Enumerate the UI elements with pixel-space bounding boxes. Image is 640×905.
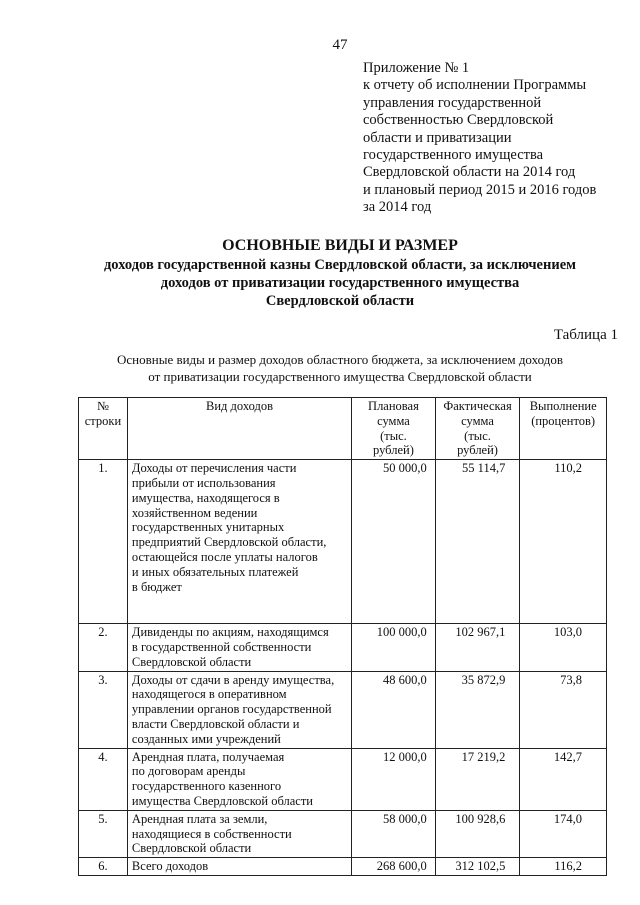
cell-row-number: 1.	[79, 460, 128, 624]
appendix-line: Приложение № 1	[363, 60, 470, 76]
cell-actual-amount	[435, 460, 520, 624]
header-line: (тыс.	[380, 428, 407, 443]
kind-line: Доходы от перечисления части	[131, 461, 297, 476]
actual-value: 102 967,1	[455, 625, 506, 640]
table-row-total	[79, 858, 607, 876]
income-table	[78, 397, 607, 876]
header-line: Вид доходов	[206, 399, 274, 413]
header-performance	[520, 398, 607, 460]
kind-line: управлении органов государственной	[131, 702, 332, 717]
cell-performance	[520, 858, 607, 876]
performance-value: 103,0	[553, 625, 582, 640]
kind-line: остающейся после уплаты налогов	[131, 549, 318, 564]
kind-line: Свердловской области	[131, 841, 252, 856]
performance-value: 110,2	[554, 461, 582, 476]
planned-value: 50 000,0	[382, 461, 427, 476]
cell-performance	[520, 624, 607, 671]
table-caption	[0, 351, 640, 385]
kind-line: находящегося в оперативном	[131, 687, 287, 702]
title-line: Свердловской области	[265, 293, 415, 309]
header-line: рублей)	[373, 443, 414, 458]
actual-value: 35 872,9	[461, 672, 506, 687]
header-line: (тыс.	[464, 428, 491, 443]
caption-line: от приватизации государственного имущества Свердловской области	[148, 369, 532, 384]
cell-row-number: 2.	[79, 624, 128, 671]
kind-line: находящиеся в собственности	[131, 826, 292, 841]
table-label: Таблица 1	[553, 327, 618, 343]
document-title	[0, 236, 640, 310]
header-line: рублей)	[457, 443, 498, 458]
planned-value: 48 600,0	[382, 672, 427, 687]
kind-line: власти Свердловской области и	[131, 716, 300, 731]
header-planned-amount	[352, 398, 436, 460]
kind-line: Дивиденды по акциям, находящимся	[131, 625, 329, 640]
table-row	[79, 671, 607, 748]
actual-value: 55 114,7	[462, 461, 506, 476]
table-row	[79, 748, 607, 810]
cell-income-kind	[127, 624, 351, 671]
actual-value: 312 102,5	[455, 859, 506, 874]
kind-line: предприятий Свердловской области,	[131, 535, 327, 550]
kind-line: прибыли от использования	[131, 475, 276, 490]
appendix-line: к отчету об исполнении Программы	[363, 77, 587, 94]
kind-line: государственных унитарных	[131, 520, 285, 535]
cell-planned-amount	[352, 810, 436, 857]
planned-value: 12 000,0	[382, 749, 427, 764]
kind-line: по договорам аренды	[131, 764, 246, 779]
cell-planned-amount	[352, 624, 436, 671]
actual-value: 17 219,2	[461, 749, 506, 764]
title-line: доходов государственной казны Свердловской области, за исключением	[103, 257, 577, 273]
header-line: (процентов)	[531, 413, 596, 428]
header-row-number	[79, 398, 128, 460]
appendix-line: и плановый период 2015 и 2016 годов	[363, 181, 597, 198]
cell-performance	[520, 810, 607, 857]
appendix-line: собственностью Свердловской	[363, 112, 554, 129]
caption-line: Основные виды и размер доходов областного бюджета, за исключением доходов	[117, 352, 563, 367]
header-line: сумма	[377, 413, 410, 428]
actual-value: 100 928,6	[455, 811, 506, 826]
page-number: 47	[332, 37, 348, 53]
appendix-line: области и приватизации	[363, 129, 512, 146]
cell-planned-amount	[352, 460, 436, 624]
kind-line: Арендная плата, получаемая	[131, 749, 285, 764]
header-line: Плановая	[368, 399, 419, 413]
cell-actual-amount	[435, 748, 520, 810]
cell-performance	[520, 748, 607, 810]
appendix-line: государственного имущества	[363, 147, 544, 164]
cell-actual-amount	[435, 624, 520, 671]
kind-line: государственного казенного	[131, 779, 282, 794]
cell-planned-amount	[352, 858, 436, 876]
kind-line: в государственной собственности	[131, 639, 312, 654]
cell-row-number: 4.	[79, 748, 128, 810]
cell-income-kind	[127, 671, 351, 748]
kind-line: хозяйственном ведении	[131, 505, 258, 520]
performance-value: 174,0	[553, 811, 582, 826]
cell-performance	[520, 671, 607, 748]
cell-performance	[520, 460, 607, 624]
header-line: строки	[84, 413, 122, 428]
cell-actual-amount	[435, 810, 520, 857]
planned-value: 58 000,0	[382, 811, 427, 826]
kind-line: Доходы от сдачи в аренду имущества,	[131, 672, 335, 687]
table-row	[79, 460, 607, 624]
title-line: ОСНОВНЫЕ ВИДЫ И РАЗМЕР	[222, 237, 458, 254]
appendix-line: за 2014 год	[363, 199, 432, 216]
performance-value: 142,7	[553, 749, 582, 764]
kind-line: и иных обязательных платежей	[131, 564, 299, 579]
kind-line: в бюджет	[131, 579, 182, 594]
header-actual-amount	[435, 398, 520, 460]
planned-value: 268 600,0	[376, 859, 427, 874]
appendix-line: управления государственной	[363, 94, 542, 111]
header-line: сумма	[461, 413, 494, 428]
header-line: Выполнение	[529, 399, 597, 413]
kind-line: Всего доходов	[131, 859, 209, 874]
cell-actual-amount	[435, 671, 520, 748]
cell-planned-amount	[352, 671, 436, 748]
kind-line: имущества Свердловской области	[131, 793, 313, 808]
table-row	[79, 810, 607, 857]
header-line: Фактическая	[443, 399, 512, 413]
performance-value: 73,8	[560, 672, 582, 687]
cell-income-kind	[127, 858, 351, 876]
cell-income-kind	[127, 810, 351, 857]
kind-line: Арендная плата за земли,	[131, 811, 268, 826]
cell-row-number: 3.	[79, 671, 128, 748]
appendix-line: Свердловской области на 2014 год	[363, 164, 576, 181]
table-header-row	[79, 398, 607, 460]
header-income-kind	[127, 398, 351, 460]
appendix-block	[363, 60, 633, 217]
kind-line: имущества, находящегося в	[131, 490, 280, 505]
kind-line: Свердловской области	[131, 654, 252, 669]
planned-value: 100 000,0	[376, 625, 427, 640]
cell-income-kind	[127, 460, 351, 624]
performance-value: 116,2	[554, 859, 582, 874]
cell-actual-amount	[435, 858, 520, 876]
header-line: №	[96, 399, 109, 413]
cell-planned-amount	[352, 748, 436, 810]
title-line: доходов от приватизации государственного имущества	[160, 275, 520, 291]
cell-row-number: 5.	[79, 810, 128, 857]
cell-income-kind	[127, 748, 351, 810]
cell-row-number: 6.	[79, 858, 128, 876]
table-row	[79, 624, 607, 671]
kind-line: созданных ими учреждений	[131, 731, 281, 746]
